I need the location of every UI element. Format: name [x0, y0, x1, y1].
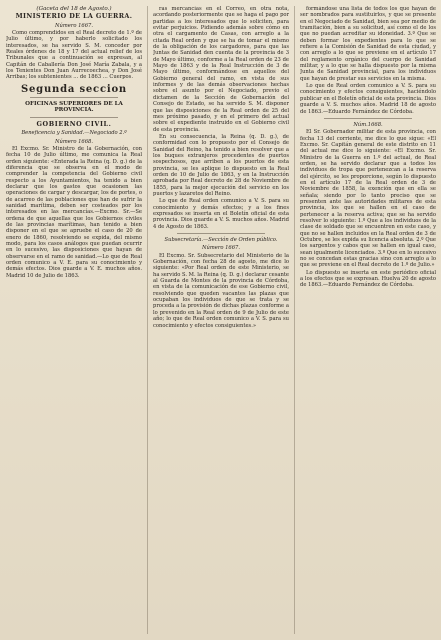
order-text: El Excmo. Sr. Subsecretario del Ministerio de la Gobernación, con fecha 28 de agosto, me dice lo siguiente: «Por Real orden de este Ministerio, se ha servido S. M. la Reina (q. D. g.) declarar cesante al Guarda de Montes de la provincia de Córdoba, en vista de la comunicación de ese Gobierno civil, resolviendo que queden vacantes las plazas que ocupaban los individuos de que se trata y se proceda a la provisión de dichas plazas conforme a lo prevenido en la Real orden de 9 de Julio de este año; lo que de Real orden comunico a V. S. para su conocimiento y efectos consiguientes.»: [153, 252, 289, 329]
ministry-heading: MINISTERIO DE LA GUERRA.: [15, 12, 133, 21]
divider: [177, 233, 265, 234]
order-number: Número 1667.: [55, 22, 93, 29]
order-text: El Excmo. Sr. Ministro de la Gobernación, con fecha 10 de Julio último, me comunica la Real orden siguiente: «Enterada la Reina (q. D. g.) de la diferencia que se observa en el modo de comprender la competencia del Gobierno civil respecto a los Ayuntamientos, ha tenido a bien declarar que los gastos que ocasionen las operaciones de cargar y descargar, los de portes, o de acarreo de las poblaciones que han de sufrir la sanidad marítima, deben ser costeados por los interesados en las mercancías.—Excmo. Sr.—Se ordena de que aquellas que los Gobiernos civiles de las provincias marítimas, han tenido a bien disponer en el que se apruebe el caso de 20 de enero de 1860, resolviendo se expida, del mismo modo, para los casos análogos que puedan ocurrir en lo sucesivo, las disposiciones que hayan de observarse en el ramo de sanidad.—Lo que de Real orden comunico a V. E. para su conocimiento y demás efectos. Dios guarde a V. E. muchos años. Madrid 10 de Julio de 1863.: [6, 145, 142, 279]
order-number: Número 1667.: [202, 245, 240, 252]
beneficence-line: Beneficencia y Sanidad.—Negociado 2.º: [21, 130, 127, 137]
offices-heading: OFICINAS SUPERIORES DE LA PROVINCIA.: [25, 101, 123, 114]
body-text: formándose una lista de todos los que hayan de ser nombrados para sustituirlos, y que se presente en el Negociado de Sanidad, bien sea por medio de tramitación, bien a su solicitud, así como el de los que no puedan acreditar su idoneidad. 3.º Que se deben formar los expedientes para lo que se refiere a la Comisión de Sanidad de esta ciudad, y con arreglo a lo que se previene en el artículo 17 del reglamento orgánico del cuerpo de Sanidad militar, y a lo que se halla dispuesto por la misma Junta de Sanidad provincial, para los individuos que hayan de prestar sus servicios en la misma.: [300, 6, 436, 82]
column-3: [300, 6, 436, 634]
order-text: El Sr. Gobernador militar de esta provincia, con fecha 13 del corriente, me dice lo que sigue: «El Excmo. Sr. Capitán general de este distrito en 11 del actual me dice lo siguiente: «El Excmo. Sr. Ministro de la Guerra en 1.º del actual, de Real orden, se ha servido declarar que a todos los individuos de tropa que pertenezcan a la reserva del ejército, se les proporcione, según lo dispuesto en el artículo 17 de la Real orden de 3 de Noviembre de 1858, la exención que en ella se señala; siendo por lo tanto preciso que se presenten ante las autoridades militares de esta provincia, los que se hallen en el caso de pertenecer a la reserva activa; que se ha servido resolver lo siguiente: 1.º Que a los individuos de la clase de soldado que se encuentren en este caso, y que no se hallen incluidos en la Real orden de 3 de Octubre, se les expida su licencia absoluta. 2.º Que los sargentos y cabos que se hallen en igual caso, sean igualmente licenciados. 3.º Que en lo sucesivo no se concedan estas gracias sino con arreglo a lo que se previene en el Real decreto de 1.º de Julio.»: [300, 129, 436, 269]
order-number: Núm.1668.: [353, 121, 383, 128]
column-1: [6, 6, 142, 634]
body-text: ras mercancías en el Correo, en otra nota, acordando posteriormente que se haga el pago por partidas a los interesados que lo soliciten, para evitar perjuicios. Pidiendo además sobre cómo en otra el cargamento de Casas, con arreglo a la citada Real orden y que se ha de tomar el mismo de la obligación de los cargadores, para que las Juntas de Sanidad den cuenta de la provincia de 3 de Mayo último, conforme a la Real orden de 23 de Mayo de 1863 y de la Real Instrucción de 3 de Mayo último, conformándose en aquellos del Gobierno general del ramo, en vista de sus informes y de las demás observaciones hechas sobre el asunto por el Negociado, previo el dictamen de la Sección de Gobernación del Consejo de Estado, se ha servido S. M. disponer que las disposiciones de la Real orden de 25 del mes próximo pasado, y en el primero del actual sobre el expediente instruido en el Gobierno civil de esta provincia.: [153, 6, 289, 133]
divider: [30, 117, 118, 118]
order-text: Como comprendidos en el Real decreto de 1.º de Julio último, y por haberlo solicitado los interesados, se ha servido S. M. conceder por Reales órdenes de 18 y 17 del actual relief de los Tribunales que a continuación se expresan, al Capitán de Caballería Don José María Zabala, y a los Tenientes Don Juan Aurrecoechea, y Don José Arribas; los subtenientes ... de 1863 ... Cuerpos.: [6, 30, 142, 81]
body-text: En su consecuencia, la Reina (q. D. g.), de conformidad con lo propuesto por el Consejo de Sanidad del Reino, ha tenido a bien resolver que a los buques extranjeros procedentes de puertos sospechosos, que arriben a los puertos de esta provincia, se les aplique lo dispuesto en la Real orden de 10 de Julio de 1863, y en la Instrucción aprobada por Real decreto de 28 de Noviembre de 1855, para la mejor ejecución del servicio en los puertos y lazaretos del Reino.: [153, 133, 289, 197]
column-2: [153, 6, 289, 634]
column-rule: [294, 6, 295, 634]
order-number: Número 1668.: [55, 138, 93, 145]
body-text: Lo que de Real orden comunico a V. S. para su conocimiento y efectos consiguientes, haciéndolo publicar en el Boletín oficial de esta provincia. Dios guarde a V. S. muchos años. Madrid 18 de agosto de 1863.—Eduardo Fernández de Córdoba.: [300, 83, 436, 115]
divider: [30, 97, 118, 98]
subsection-heading: Subsecretaría.—Sección de Orden público.: [164, 237, 278, 244]
body-text: Lo que de Real orden comunico a V. S. para su conocimiento y demás efectos; y a los fines expresados se inserta en el Boletín oficial de esta provincia. Dios guarde a V. S. muchos años. Madrid 4 de Agosto de 1863.: [153, 198, 289, 230]
section-heading: Segunda seccion: [21, 83, 127, 95]
column-rule: [147, 6, 148, 634]
divider: [324, 118, 412, 119]
government-heading: GOBIERNO CIVIL.: [36, 119, 112, 128]
body-text: Lo dispuesto se inserta en este periódico oficial a los efectos que se expresan. Huelva 20 de agosto de 1863.—Eduardo Fernández de Córdoba.: [300, 269, 436, 289]
dateline: (Gaceta del 18 de Agosto.): [36, 6, 112, 12]
